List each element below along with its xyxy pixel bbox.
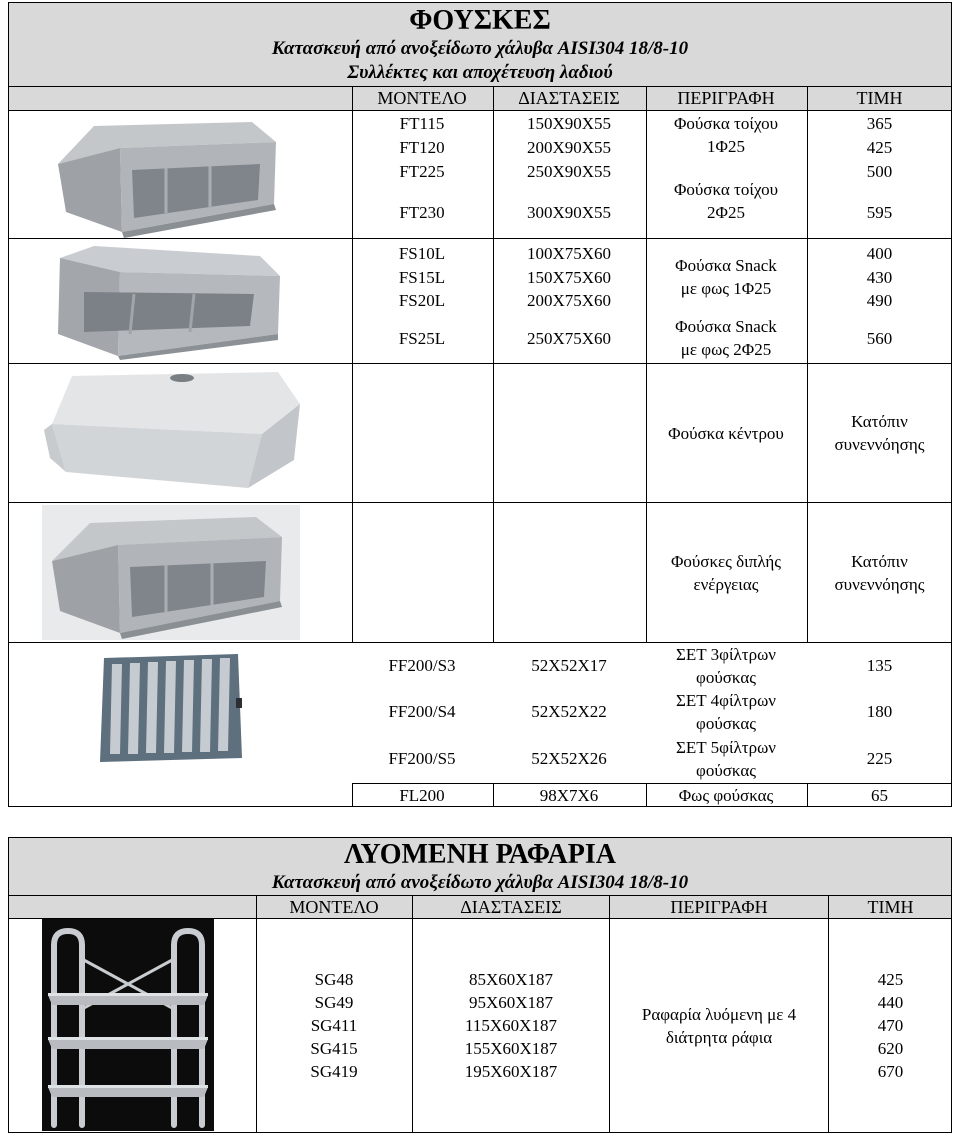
dims-sg411: 115X60X187 <box>465 1016 557 1035</box>
model-ft230: FT230 <box>399 203 445 222</box>
desc-ff200-s5-2: φούσκας <box>696 761 756 780</box>
double-energy-hood-image <box>42 505 300 640</box>
dims-fs20l: 200X75X60 <box>526 291 612 310</box>
desc-ff200-s4: ΣΕΤ 4φίλτρων <box>676 691 776 710</box>
price-ff200-s4: 180 <box>866 702 893 721</box>
hoods-subtitle-collectors: Συλλέκτες και αποχέτευση λαδιού <box>347 62 613 83</box>
desc-shelving: Ραφαρία λυόμενη με 4 <box>641 1005 797 1024</box>
grease-filter-image <box>98 654 246 764</box>
desc-wall-2-spec: 2Φ25 <box>707 203 745 222</box>
model-sg411: SG411 <box>310 1016 358 1035</box>
desc-ff200-s5: ΣΕΤ 5φίλτρων <box>676 738 776 757</box>
dims-ff200-s4: 52X52X22 <box>531 702 607 721</box>
dims-ft115: 150X90X55 <box>526 114 612 133</box>
desc-shelving-2: διάτρητα ράφια <box>665 1028 773 1047</box>
model-ff200-s4: FF200/S4 <box>388 702 456 721</box>
desc-wall-1-spec: 1Φ25 <box>707 137 745 156</box>
desc-ff200-s3: ΣΕΤ 3φίλτρων <box>676 645 776 664</box>
price-ft230: 595 <box>866 203 893 222</box>
snack-hood-image <box>54 242 288 360</box>
desc-centre-hood: Φούσκα κέντρου <box>668 424 784 443</box>
model-fl200: FL200 <box>399 786 445 805</box>
price-fs10l: 400 <box>866 244 893 263</box>
price-fs25l: 560 <box>866 329 893 348</box>
shelves-title: ΛΥΟΜΕΝΗ ΡΑΦΑΡΙΑ <box>344 839 616 870</box>
model-ff200-s3: FF200/S3 <box>388 656 456 675</box>
dims-ff200-s5: 52X52X26 <box>531 749 607 768</box>
shelves-subtitle: Κατασκευή από ανοξείδωτο χάλυβα AISI304 18/8-10 <box>271 872 689 893</box>
dims-ff200-s3: 52X52X17 <box>531 656 607 675</box>
dims-sg415: 155X60X187 <box>464 1039 558 1058</box>
price-ft225: 500 <box>866 162 893 181</box>
price-ff200-s5: 225 <box>866 749 893 768</box>
price-ff200-s3: 135 <box>866 656 893 675</box>
hoods-title: ΦΟΥΣΚΕΣ <box>409 5 551 36</box>
desc-ff200-s4-2: φούσκας <box>696 714 756 733</box>
dims-fs10l: 100X75X60 <box>526 244 612 263</box>
model-sg415: SG415 <box>310 1039 358 1058</box>
header-dims: ΔΙΑΣΤΑΣΕΙΣ <box>518 88 620 108</box>
price-sg49: 440 <box>877 993 904 1012</box>
centre-hood-image <box>42 368 302 494</box>
model-fs25l: FS25L <box>398 329 446 348</box>
header-price: ΤΙΜΗ <box>856 88 903 108</box>
price-sg415: 620 <box>877 1039 904 1058</box>
price-centre-hood: Κατόπιν <box>851 412 908 431</box>
shelves-header-model: ΜΟΝΤΕΛΟ <box>289 897 379 917</box>
dims-fs15l: 150X75X60 <box>526 268 612 287</box>
model-fs20l: FS20L <box>398 291 446 310</box>
model-sg49: SG49 <box>314 993 354 1012</box>
model-ft120: FT120 <box>399 138 445 157</box>
desc-wall-1: Φούσκα τοίχου <box>673 114 779 133</box>
price-sg411: 470 <box>877 1016 904 1035</box>
dims-fs25l: 250X75X60 <box>526 329 612 348</box>
hoods-subtitle-material: Κατασκευή από ανοξείδωτο χάλυβα AISI304 18/8-10 <box>271 38 689 59</box>
price-ft115: 365 <box>866 114 893 133</box>
desc-double-energy-2: ενέργειας <box>693 575 759 594</box>
model-ft115: FT115 <box>399 114 445 133</box>
price-ft120: 425 <box>866 138 893 157</box>
price-fl200: 65 <box>871 786 888 805</box>
header-desc: ΠΕΡΙΓΡΑΦΗ <box>677 88 775 108</box>
shelving-unit-image <box>42 919 214 1131</box>
model-sg419: SG419 <box>310 1062 358 1081</box>
price-fs15l: 430 <box>866 268 893 287</box>
shelves-header-dims: ΔΙΑΣΤΑΣΕΙΣ <box>460 897 562 917</box>
price-fs20l: 490 <box>866 291 893 310</box>
model-fs10l: FS10L <box>398 244 446 263</box>
dims-sg48: 85X60X187 <box>468 970 554 989</box>
shelves-header-price: ΤΙΜΗ <box>867 897 914 917</box>
model-sg48: SG48 <box>314 970 354 989</box>
model-fs15l: FS15L <box>398 268 446 287</box>
desc-snack-1: Φούσκα Snack <box>675 256 777 275</box>
price-double-energy-note: συνεννόησης <box>834 575 925 594</box>
price-sg48: 425 <box>877 970 904 989</box>
dims-ft230: 300X90X55 <box>526 203 612 222</box>
shelves-header-desc: ΠΕΡΙΓΡΑΦΗ <box>670 897 768 917</box>
price-double-energy: Κατόπιν <box>851 552 908 571</box>
desc-snack-2-spec: με φως 2Φ25 <box>680 340 772 359</box>
desc-double-energy: Φούσκες διπλής <box>670 552 782 571</box>
desc-wall-2: Φούσκα τοίχου <box>673 180 779 199</box>
desc-snack-1-spec: με φως 1Φ25 <box>680 279 772 298</box>
dims-ft225: 250X90X55 <box>526 162 612 181</box>
desc-ff200-s3-2: φούσκας <box>696 668 756 687</box>
dims-sg49: 95X60X187 <box>468 993 554 1012</box>
price-sg419: 670 <box>877 1062 904 1081</box>
dims-fl200: 98X7X6 <box>539 786 599 805</box>
desc-fl200: Φως φούσκας <box>678 786 774 805</box>
model-ff200-s5: FF200/S5 <box>388 749 456 768</box>
price-centre-hood-note: συνεννόησης <box>834 435 925 454</box>
model-ft225: FT225 <box>399 162 445 181</box>
dims-sg419: 195X60X187 <box>464 1062 558 1081</box>
header-model: ΜΟΝΤΕΛΟ <box>377 88 467 108</box>
dims-ft120: 200X90X55 <box>526 138 612 157</box>
wall-hood-image <box>48 112 292 238</box>
desc-snack-2: Φούσκα Snack <box>675 317 777 336</box>
